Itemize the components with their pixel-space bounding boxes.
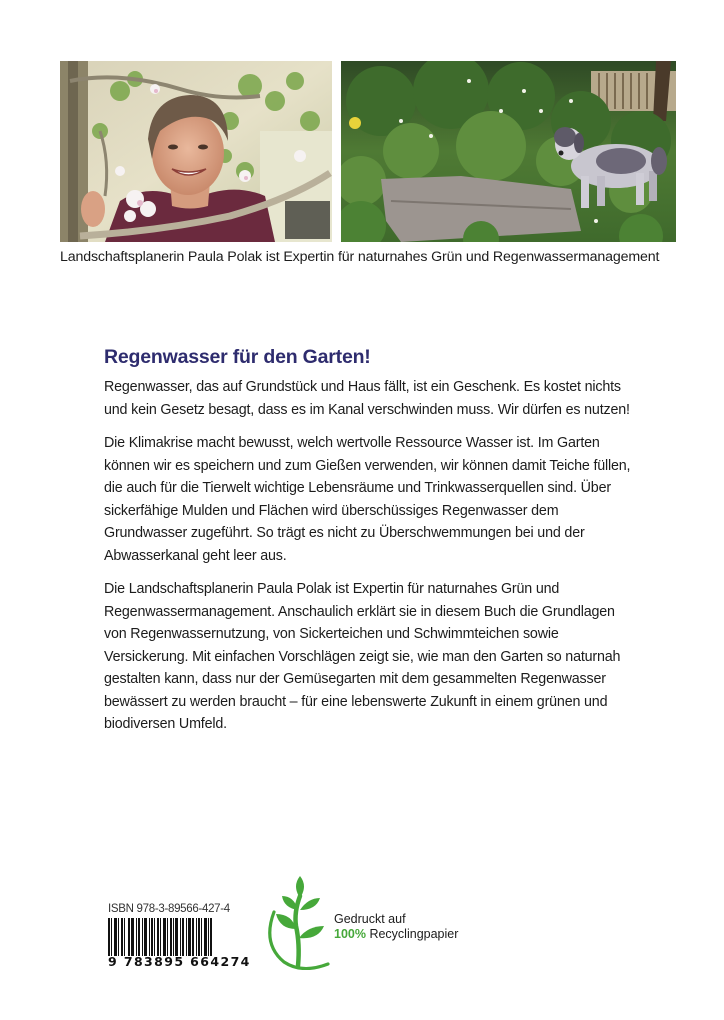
recycling-percent: 100% [334,927,366,941]
photo-caption: Landschaftsplanerin Paula Polak ist Expertin für naturnahes Grün und Regenwassermanagement [60,249,660,265]
recycling-paper-word: Recyclingpapier [365,927,459,941]
blurb-paragraph: Die Landschaftsplanerin Paula Polak ist Expertin für naturnahes Grün und Regenwassermanagement. Anschaulich erklärt sie in diesem Buch die Grundlagen von Regenwassernutzung, von Sickerteichen und Schwimmteichen sowie Versickerung. Mit einfachen Vorschlägen zeigt sie, wie man den Garten so naturnah gestalten kann, dass nur der Gemüsegarten mit dem gesammelten Regenwasser bewässert zu werden braucht – für eine lebenswerte Zukunft in einem grünen und biodiversen Umfeld. [104,581,621,732]
author-portrait-image [60,61,332,242]
blurb-paragraph: Regenwasser, das auf Grundstück und Haus fällt, ist ein Geschenk. Es kostet nichts und kein Gesetz besagt, dass es im Kanal verschwinden muss. Wir dürfen es nutzen! [104,379,630,418]
barcode-icon [108,918,230,956]
garden-dog-image [341,61,676,242]
recycling-paper-label [334,912,458,942]
recycling-line1: Gedruckt auf [334,912,406,926]
barcode-digits: 9 783895 664274 [108,954,251,969]
blurb-title: Regenwasser für den Garten! [104,346,371,368]
photo-author-portrait [60,61,332,242]
recycling-line2 [334,927,458,942]
isbn-barcode-block [108,903,251,969]
photo-garden-dog [341,61,676,242]
back-cover-blurb [104,346,632,747]
plant-sprout-icon [262,874,342,970]
isbn-label: ISBN 978-3-89566-427-4 [108,903,230,915]
blurb-paragraph: Die Klimakrise macht bewusst, welch wertvolle Ressource Wasser ist. Im Garten können wir es speichern und zum Gießen verwenden, wir können damit Teiche füllen, die auch für die Tierwelt wichtige Lebensräume und Trinkwasserquellen sind. Über sickerfähige Mulden und Flächen wird überschüssiges Regenwasser dem Grundwasser zugeführt. So trägt es nicht zu Überschwemmungen bei und der Abwasserkanal geht leer aus. [104,435,631,564]
